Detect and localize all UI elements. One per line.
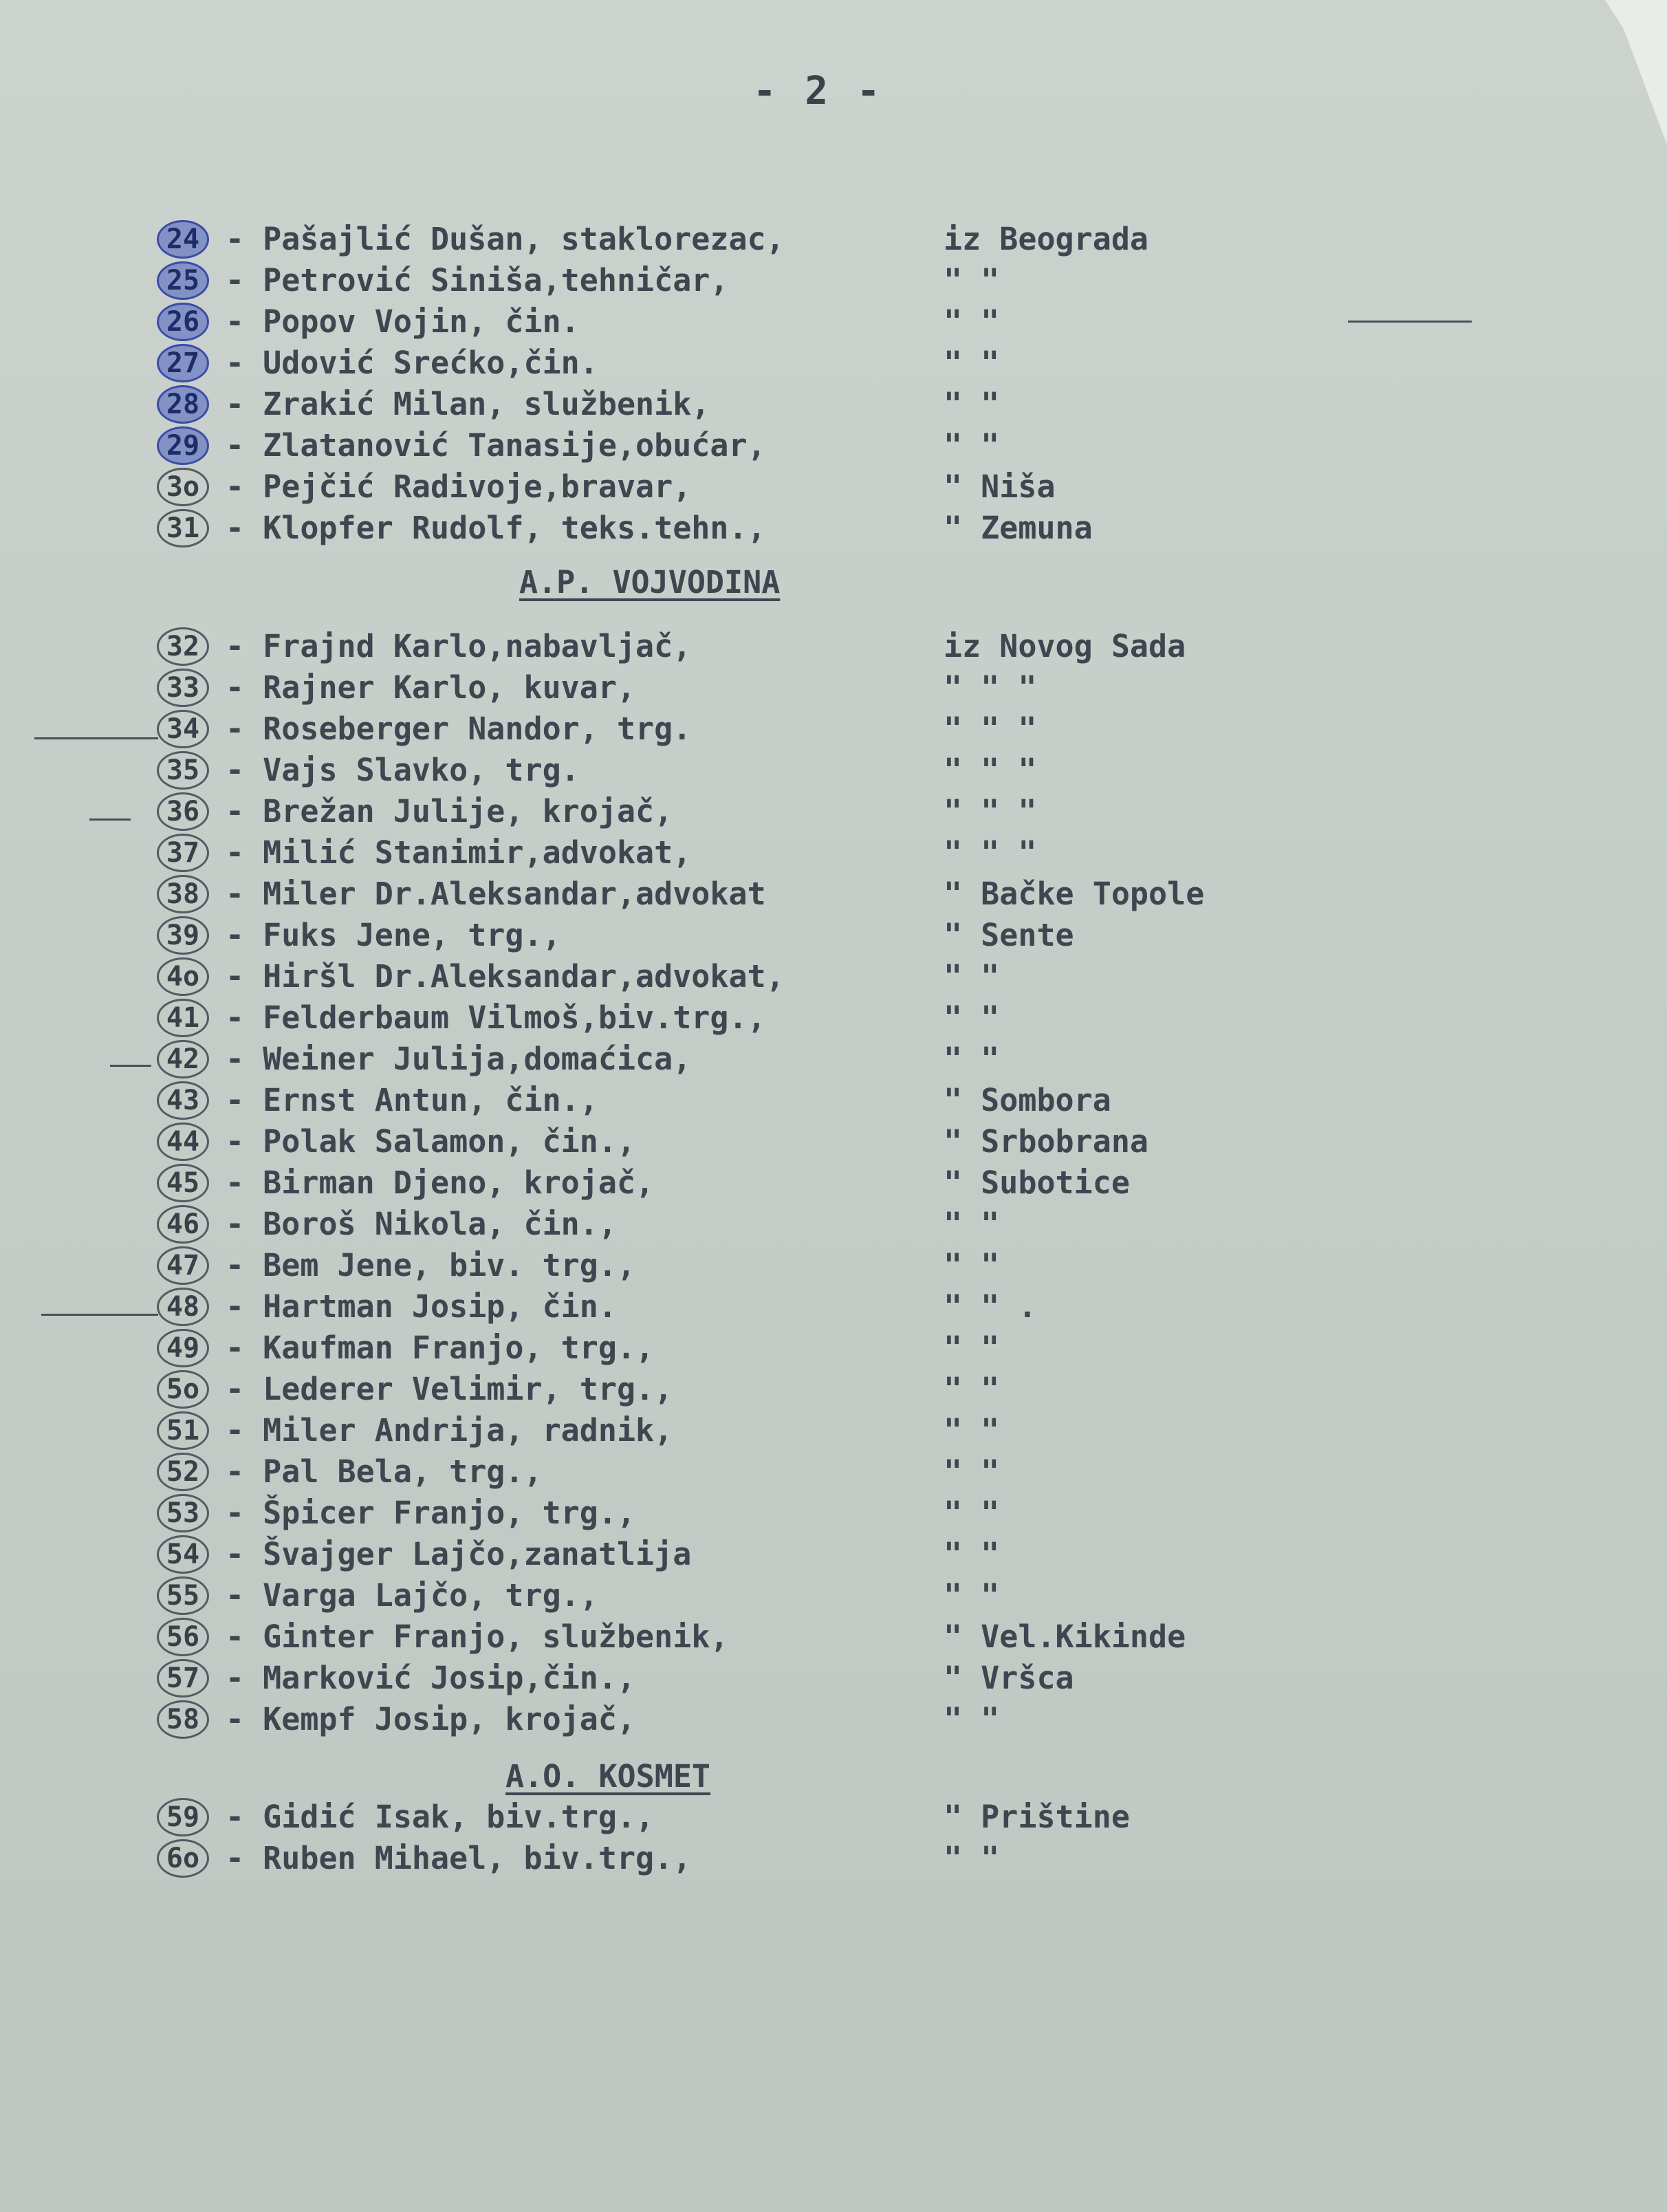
person-entry: - Miler Andrija, radnik, [226,1412,673,1449]
pen-mark [1348,321,1472,323]
person-entry: - Pejčić Radivoje,bravar, [226,468,692,505]
section-heading: A.O. KOSMET [505,1758,711,1794]
circled-number: 56 [157,1618,209,1656]
list-item [157,1205,1257,1244]
origin-place: " Sente [944,917,1074,953]
circled-number: 29 [157,426,209,465]
origin-place: " " [944,1577,1000,1614]
list-item [157,1123,1257,1161]
person-entry: - Pašajlić Dušan, staklorezac, [226,221,785,257]
origin-place: " " [944,386,1000,422]
origin-place: " Sombora [944,1082,1111,1118]
origin-place: " " [944,1453,1000,1490]
circled-number: 44 [157,1123,209,1161]
circled-number: 51 [157,1411,209,1450]
origin-place: " " [944,958,1000,995]
list-item [157,1081,1257,1120]
origin-place: " Vršca [944,1660,1074,1696]
origin-place: " " [944,427,1000,464]
list-item [157,1535,1257,1574]
origin-place: " Subotice [944,1164,1130,1201]
list-item [157,669,1257,707]
origin-place: " " [944,1412,1000,1449]
origin-place: " " " [944,793,1037,830]
origin-place: " Bačke Topole [944,876,1205,912]
list-item [157,385,1257,424]
list-item [157,1839,1257,1878]
origin-place: " " [944,345,1000,381]
person-entry: - Fuks Jene, trg., [226,917,561,953]
person-entry: - Birman Djeno, krojač, [226,1164,655,1201]
origin-place: " " [944,1041,1000,1077]
person-entry: - Lederer Velimir, trg., [226,1371,673,1407]
list-item [157,710,1257,748]
list-item [157,957,1257,996]
origin-place: " " [944,1330,1000,1366]
circled-number: 39 [157,916,209,955]
circled-number: 5o [157,1370,209,1409]
person-entry: - Hartman Josip, čin. [226,1288,617,1325]
list-item [157,426,1257,465]
person-entry: - Kempf Josip, krojač, [226,1701,636,1737]
circled-number: 37 [157,834,209,872]
circled-number: 4o [157,957,209,996]
person-entry: - Petrović Siniša,tehničar, [226,262,729,299]
list-item [157,1329,1257,1367]
person-entry: - Špicer Franjo, trg., [226,1495,636,1531]
list-item [157,1576,1257,1615]
circled-number: 32 [157,627,209,666]
circled-number: 53 [157,1494,209,1532]
person-entry: - Zrakić Milan, službenik, [226,386,710,422]
circled-number: 25 [157,261,209,300]
person-entry: - Švajger Lajčo,zanatlija [226,1536,692,1572]
page-number: - 2 - [753,69,883,113]
list-item [157,1453,1257,1491]
torn-page-corner [1605,0,1667,144]
circled-number: 33 [157,669,209,707]
person-entry: - Miler Dr.Aleksandar,advokat [226,876,766,912]
person-entry: - Weiner Julija,domaćica, [226,1041,692,1077]
list-item [157,1288,1257,1326]
origin-place: " " " [944,711,1037,747]
list-item [157,303,1257,341]
origin-place: " Niša [944,468,1056,505]
circled-number: 43 [157,1081,209,1120]
circled-number: 45 [157,1164,209,1202]
circled-number: 27 [157,344,209,382]
circled-number: 28 [157,385,209,424]
circled-number: 26 [157,303,209,341]
origin-place: " " " [944,752,1037,788]
circled-number: 48 [157,1288,209,1326]
list-item [157,916,1257,955]
circled-number: 6o [157,1839,209,1878]
person-entry: - Kaufman Franjo, trg., [226,1330,655,1366]
list-item [157,1411,1257,1450]
origin-place: " " " [944,669,1037,706]
circled-number: 59 [157,1798,209,1836]
circled-number: 34 [157,710,209,748]
pen-mark [110,1065,151,1067]
origin-place: " Zemuna [944,510,1093,546]
origin-place: " " [944,1840,1000,1876]
circled-number: 3o [157,468,209,506]
list-item [157,1370,1257,1409]
circled-number: 42 [157,1040,209,1078]
circled-number: 55 [157,1576,209,1615]
origin-place: " " [944,303,1000,340]
pen-mark [34,737,158,739]
person-entry: - Zlatanović Tanasije,obućar, [226,427,766,464]
list-item [157,344,1257,382]
origin-place: " " " [944,834,1037,871]
person-entry: - Vajs Slavko, trg. [226,752,580,788]
origin-place: " " [944,1371,1000,1407]
origin-place: " " [944,1206,1000,1242]
list-item [157,261,1257,300]
person-entry: - Ginter Franjo, službenik, [226,1618,729,1655]
person-entry: - Boroš Nikola, čin., [226,1206,617,1242]
circled-number: 35 [157,751,209,790]
origin-place: iz Beograda [944,221,1149,257]
list-item [157,875,1257,913]
circled-number: 31 [157,509,209,547]
person-entry: - Popov Vojin, čin. [226,303,580,340]
circled-number: 57 [157,1659,209,1698]
list-item [157,1494,1257,1532]
list-item [157,999,1257,1037]
origin-place: " " . [944,1288,1037,1325]
origin-place: " " [944,999,1000,1036]
origin-place: iz Novog Sada [944,628,1186,664]
person-entry: - Felderbaum Vilmoš,biv.trg., [226,999,766,1036]
circled-number: 38 [157,875,209,913]
list-item [157,834,1257,872]
circled-number: 47 [157,1246,209,1285]
list-item [157,1659,1257,1698]
list-item [157,1040,1257,1078]
list-item [157,220,1257,259]
person-entry: - Ernst Antun, čin., [226,1082,598,1118]
person-entry: - Bem Jene, biv. trg., [226,1247,636,1283]
circled-number: 24 [157,220,209,259]
person-entry: - Hiršl Dr.Aleksandar,advokat, [226,958,785,995]
person-entry: - Pal Bela, trg., [226,1453,543,1490]
person-entry: - Brežan Julije, krojač, [226,793,673,830]
list-item [157,468,1257,506]
origin-place: " Vel.Kikinde [944,1618,1186,1655]
person-entry: - Ruben Mihael, biv.trg., [226,1840,692,1876]
list-item [157,1700,1257,1739]
person-entry: - Milić Stanimir,advokat, [226,834,692,871]
person-entry: - Rajner Karlo, kuvar, [226,669,636,706]
origin-place: " " [944,1247,1000,1283]
person-entry: - Polak Salamon, čin., [226,1123,636,1160]
list-item [157,509,1257,547]
list-item [157,1618,1257,1656]
pen-mark [41,1314,158,1316]
person-entry: - Marković Josip,čin., [226,1660,636,1696]
origin-place: " " [944,1495,1000,1531]
person-entry: - Varga Lajčo, trg., [226,1577,598,1614]
circled-number: 49 [157,1329,209,1367]
list-item [157,1246,1257,1285]
person-entry: - Gidić Isak, biv.trg., [226,1799,655,1835]
origin-place: " Srbobrana [944,1123,1149,1160]
origin-place: " Prištine [944,1799,1130,1835]
circled-number: 46 [157,1205,209,1244]
person-entry: - Frajnd Karlo,nabavljač, [226,628,692,664]
pen-mark [89,818,131,821]
section-heading: A.P. VOJVODINA [519,564,781,600]
list-item [157,792,1257,831]
list-item [157,1798,1257,1836]
person-entry: - Klopfer Rudolf, teks.tehn., [226,510,766,546]
person-entry: - Udović Srećko,čin. [226,345,598,381]
circled-number: 41 [157,999,209,1037]
origin-place: " " [944,1536,1000,1572]
origin-place: " " [944,262,1000,299]
list-item [157,751,1257,790]
circled-number: 36 [157,792,209,831]
list-item [157,627,1257,666]
circled-number: 58 [157,1700,209,1739]
circled-number: 54 [157,1535,209,1574]
person-entry: - Roseberger Nandor, trg. [226,711,692,747]
circled-number: 52 [157,1453,209,1491]
origin-place: " " [944,1701,1000,1737]
list-item [157,1164,1257,1202]
